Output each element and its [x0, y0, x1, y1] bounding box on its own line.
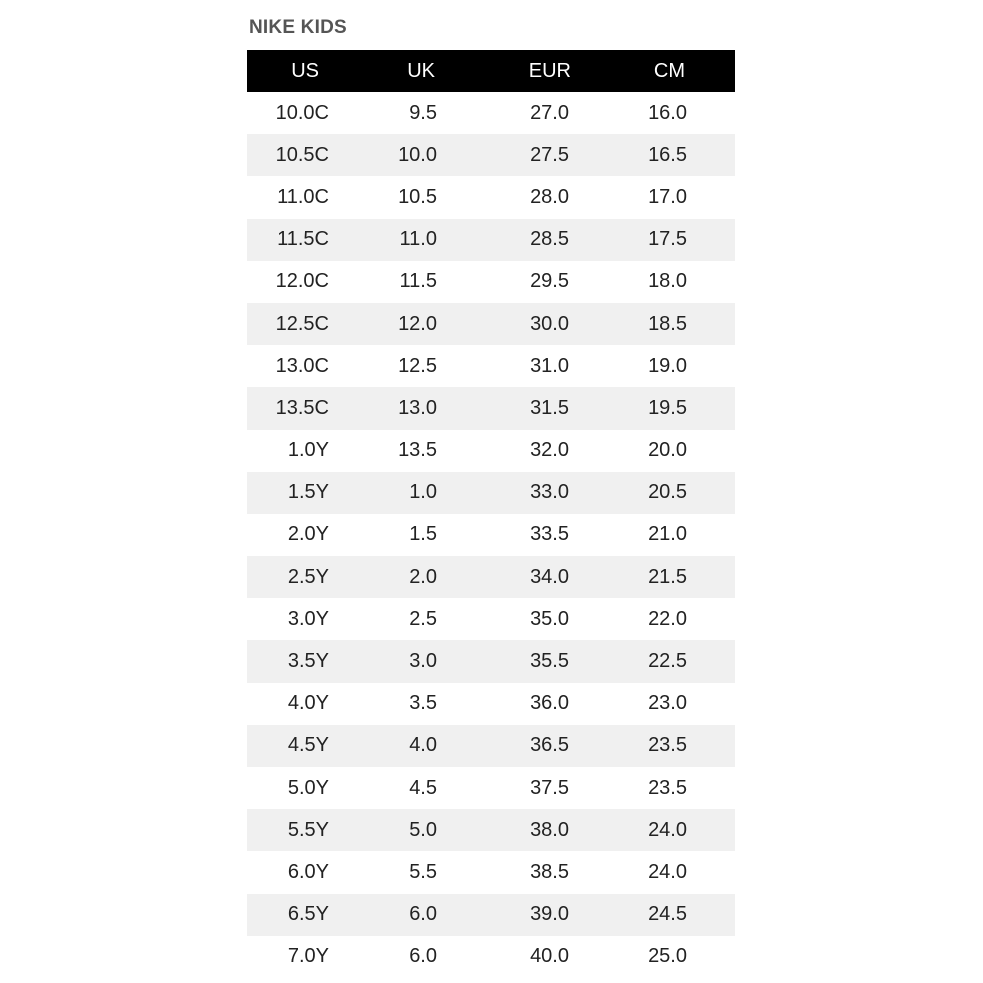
cell-us: 6.0Y — [287, 860, 329, 883]
cell-cm: 24.5 — [603, 894, 735, 936]
cell-uk: 12.0 — [359, 303, 469, 345]
cell-cm: 24.0 — [603, 809, 735, 851]
cell-cm: 16.5 — [603, 134, 735, 176]
cell-uk: 2.0 — [359, 556, 469, 598]
table-header-row — [247, 50, 735, 92]
cell-us: 12.0C — [275, 270, 329, 293]
cell-uk: 13.0 — [359, 387, 469, 429]
cell-eur: 38.0 — [469, 809, 603, 851]
cell-cm: 20.5 — [603, 472, 735, 514]
table-row — [247, 514, 735, 556]
cell-cm: 23.0 — [648, 692, 687, 715]
table-row — [247, 809, 735, 851]
chart-title: NIKE KIDS — [249, 17, 347, 38]
cell-us: 12.5C — [247, 303, 359, 345]
cell-eur: 38.5 — [530, 860, 569, 883]
cell-eur: 36.0 — [530, 692, 569, 715]
cell-eur: 31.5 — [469, 387, 603, 429]
table-row — [247, 472, 735, 514]
cell-eur: 27.0 — [530, 101, 569, 124]
cell-us: 5.0Y — [287, 776, 329, 799]
table-row — [247, 219, 735, 261]
table-row — [247, 894, 735, 936]
cell-cm: 25.0 — [648, 945, 687, 968]
cell-us: 2.0Y — [287, 523, 329, 546]
cell-uk: 10.0 — [359, 134, 469, 176]
cell-cm: 16.0 — [648, 101, 687, 124]
cell-us: 1.5Y — [247, 472, 359, 514]
cell-eur: 30.0 — [469, 303, 603, 345]
cell-eur: 28.5 — [469, 219, 603, 261]
cell-us: 11.0C — [277, 185, 329, 208]
cell-us: 4.0Y — [287, 692, 329, 715]
cell-us: 4.5Y — [247, 725, 359, 767]
cell-cm: 17.5 — [603, 219, 735, 261]
cell-cm: 24.0 — [648, 860, 687, 883]
cell-cm: 19.5 — [603, 387, 735, 429]
cell-us: 13.0C — [275, 354, 329, 377]
cell-us: 5.5Y — [247, 809, 359, 851]
cell-uk: 3.5 — [409, 692, 437, 715]
cell-cm: 19.0 — [648, 354, 687, 377]
table-body — [247, 92, 735, 978]
cell-eur: 33.0 — [469, 472, 603, 514]
cell-us: 10.0C — [275, 101, 329, 124]
header-eur: EUR — [469, 50, 603, 92]
cell-eur: 27.5 — [469, 134, 603, 176]
cell-us: 3.5Y — [247, 640, 359, 682]
table-row — [247, 640, 735, 682]
cell-us: 7.0Y — [287, 945, 329, 968]
cell-eur: 36.5 — [469, 725, 603, 767]
header-cm: CM — [603, 50, 735, 92]
cell-eur: 29.5 — [530, 270, 569, 293]
table-row — [247, 303, 735, 345]
cell-uk: 9.5 — [409, 101, 437, 124]
cell-cm: 22.5 — [603, 640, 735, 682]
cell-uk: 12.5 — [398, 354, 437, 377]
cell-cm: 18.0 — [648, 270, 687, 293]
cell-us: 3.0Y — [287, 607, 329, 630]
cell-cm: 17.0 — [648, 185, 687, 208]
table-row — [247, 767, 735, 809]
table-row — [247, 598, 735, 640]
cell-eur: 33.5 — [530, 523, 569, 546]
table-row — [247, 683, 735, 725]
header-uk: UK — [359, 50, 469, 92]
table-row — [247, 430, 735, 472]
cell-uk: 11.0 — [359, 219, 469, 261]
cell-uk: 5.0 — [359, 809, 469, 851]
header-us: US — [247, 50, 359, 92]
cell-eur: 37.5 — [530, 776, 569, 799]
cell-us: 11.5C — [247, 219, 359, 261]
table-row — [247, 725, 735, 767]
cell-us: 10.5C — [247, 134, 359, 176]
cell-cm: 23.5 — [648, 776, 687, 799]
table-row — [247, 261, 735, 303]
table-row — [247, 345, 735, 387]
table-row — [247, 936, 735, 978]
cell-uk: 1.5 — [409, 523, 437, 546]
cell-uk: 6.0 — [359, 894, 469, 936]
cell-uk: 6.0 — [409, 945, 437, 968]
cell-us: 13.5C — [247, 387, 359, 429]
table-row — [247, 387, 735, 429]
cell-uk: 3.0 — [359, 640, 469, 682]
table-row — [247, 134, 735, 176]
cell-uk: 5.5 — [409, 860, 437, 883]
cell-uk: 4.0 — [359, 725, 469, 767]
table-row — [247, 92, 735, 134]
cell-cm: 23.5 — [603, 725, 735, 767]
cell-uk: 2.5 — [409, 607, 437, 630]
cell-cm: 22.0 — [648, 607, 687, 630]
table-row — [247, 851, 735, 893]
cell-eur: 35.0 — [530, 607, 569, 630]
cell-uk: 1.0 — [359, 472, 469, 514]
cell-eur: 34.0 — [469, 556, 603, 598]
cell-uk: 13.5 — [398, 439, 437, 462]
size-chart-table — [247, 50, 735, 978]
cell-us: 2.5Y — [247, 556, 359, 598]
cell-cm: 21.5 — [603, 556, 735, 598]
cell-eur: 39.0 — [469, 894, 603, 936]
cell-cm: 20.0 — [648, 439, 687, 462]
cell-uk: 11.5 — [399, 270, 437, 293]
table-row — [247, 176, 735, 218]
cell-eur: 28.0 — [530, 185, 569, 208]
cell-uk: 10.5 — [398, 185, 437, 208]
cell-us: 1.0Y — [287, 439, 329, 462]
cell-uk: 4.5 — [409, 776, 437, 799]
cell-eur: 40.0 — [530, 945, 569, 968]
cell-eur: 31.0 — [530, 354, 569, 377]
cell-cm: 18.5 — [603, 303, 735, 345]
table-row — [247, 556, 735, 598]
cell-eur: 32.0 — [530, 439, 569, 462]
cell-eur: 35.5 — [469, 640, 603, 682]
cell-us: 6.5Y — [247, 894, 359, 936]
cell-cm: 21.0 — [648, 523, 687, 546]
